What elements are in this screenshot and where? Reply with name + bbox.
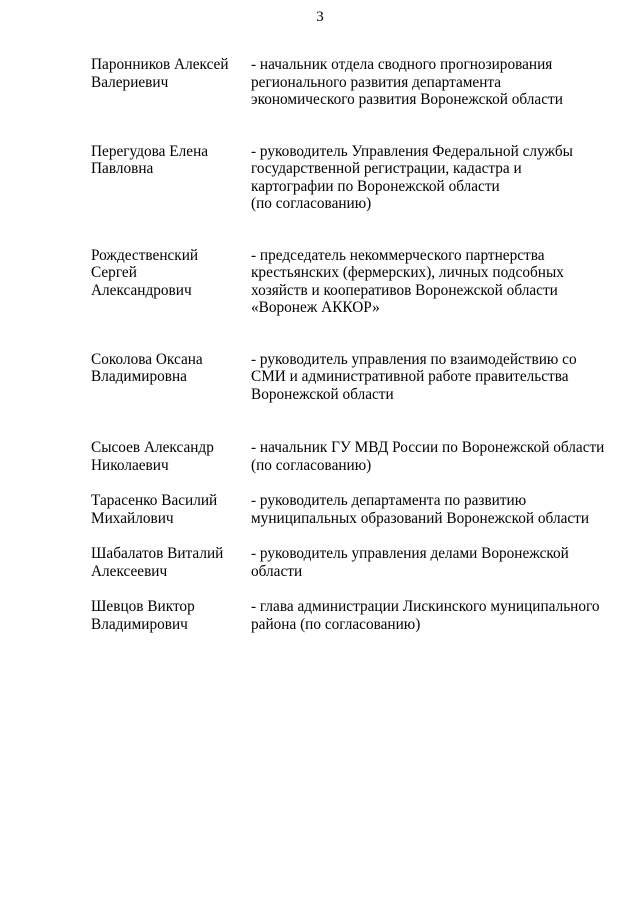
member-name: Сысоев Александр Николаевич [91,439,214,474]
list-item [91,545,611,580]
member-name: Соколова Оксана Владимировна [91,350,203,385]
member-role: - начальник ГУ МВД России по Воронежской области (по согласованию) [251,439,605,474]
member-role: - глава администрации Лискинского муниципального района (по согласованию) [251,598,600,633]
member-name: Перегудова Елена Павловна [91,142,209,177]
list-item [91,598,611,633]
list-item [91,143,611,213]
list-item [91,56,611,109]
member-name: Шевцов Виктор Владимирович [91,598,195,633]
member-name: Рождественский Сергей Александрович [91,246,199,299]
list-item [91,439,611,474]
page-number: 3 [316,9,324,25]
list-item [91,351,611,404]
member-name: Шабалатов Виталий Алексеевич [91,545,224,580]
list-item [91,247,611,317]
member-role: - руководитель департамента по развитию муниципальных образований Воронежской области [251,492,590,527]
member-name: Паронников Алексей Валериевич [91,56,229,91]
member-role: - руководитель управления делами Воронежской области [251,545,569,580]
member-role: - руководитель Управления Федеральной службы государственной регистрации, кадастра и картографии по Воронежской области (по согласованию) [251,142,573,212]
member-role: - руководитель управления по взаимодействию со СМИ и административной работе правительства Воронежской области [251,350,577,403]
list-item [91,492,611,527]
member-roster [91,56,611,633]
member-role: - начальник отдела сводного прогнозирования регионального развития департамента экономического развития Воронежской области [251,56,563,108]
member-role: - председатель некоммерческого партнерства крестьянских (фермерских), личных подсобных хозяйств и кооперативов Воронежской области «Воронеж АККОР» [251,246,564,316]
member-name: Тарасенко Василий Михайлович [91,492,218,527]
